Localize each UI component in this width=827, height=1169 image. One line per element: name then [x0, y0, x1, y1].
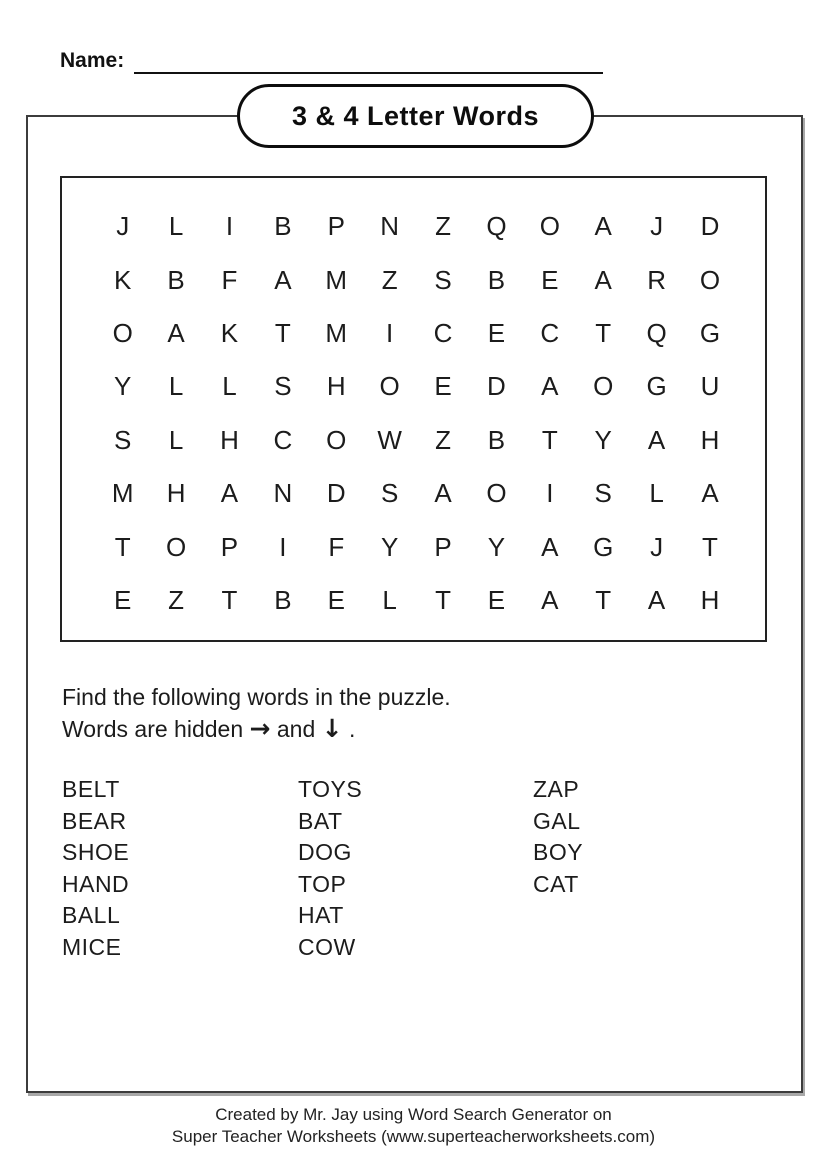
grid-letter-r1c3: I	[225, 211, 234, 242]
grid-letter-r5c4: C	[273, 424, 293, 455]
down-arrow-icon: ↓	[321, 714, 343, 743]
grid-letter-r1c10: A	[594, 211, 612, 242]
grid-letter-r8c6: L	[382, 584, 397, 615]
instructions-line-2-period: .	[348, 716, 356, 742]
grid-letter-r2c4: A	[274, 264, 292, 295]
grid-letter-r7c3: P	[220, 531, 239, 562]
word-item: BALL	[62, 902, 121, 928]
grid-letter-r2c11: R	[647, 264, 666, 295]
grid-letter-r8c3: T	[221, 584, 238, 615]
word-item: TOYS	[298, 776, 363, 802]
word-item: HAND	[62, 870, 130, 897]
grid-letter-r2c12: O	[699, 264, 721, 295]
grid-letter-r8c8: E	[487, 584, 506, 615]
word-item: SHOE	[62, 839, 130, 865]
grid-letter-r2c2: B	[167, 264, 185, 295]
footer-line-1: Created by Mr. Jay using Word Search Generator on	[215, 1105, 612, 1124]
grid-letter-r8c5: E	[327, 584, 345, 615]
grid-letter-r3c1: O	[112, 317, 133, 348]
word-item: DOG	[298, 839, 352, 865]
grid-letter-r3c12: G	[699, 317, 721, 348]
grid-letter-r2c7: S	[434, 264, 452, 295]
grid-letter-r5c6: W	[377, 424, 402, 455]
grid-letter-r4c2: L	[168, 371, 184, 402]
word-item: CAT	[533, 870, 579, 897]
grid-letter-r3c4: T	[274, 317, 291, 348]
grid-letter-r5c2: L	[168, 424, 184, 455]
grid-letter-r4c6: O	[379, 371, 400, 402]
grid-letter-r5c7: Z	[435, 424, 451, 455]
grid-letter-r4c5: H	[326, 371, 346, 402]
word-list	[62, 774, 583, 963]
instructions-line-2-prefix: Words are hidden	[62, 716, 244, 742]
grid-letter-r6c2: H	[166, 478, 186, 509]
grid-letter-r7c5: F	[328, 531, 345, 562]
word-item: GAL	[533, 807, 581, 834]
instructions-line-2	[62, 713, 451, 745]
grid-letter-r5c3: H	[220, 424, 239, 455]
grid-letter-r6c11: L	[649, 478, 664, 509]
grid-letter-r2c9: E	[541, 264, 559, 295]
name-blank-line	[134, 46, 603, 74]
word-list-column-1	[62, 774, 298, 963]
grid-letter-r3c10: T	[595, 317, 612, 348]
word-item: BAT	[298, 807, 343, 834]
grid-letter-r4c8: D	[487, 371, 506, 402]
grid-letter-r7c4: I	[279, 531, 287, 562]
grid-letter-r6c12: A	[701, 478, 719, 509]
grid-letter-r5c5: O	[326, 424, 347, 455]
grid-letter-r8c9: A	[541, 584, 559, 615]
grid-letter-r6c4: N	[273, 478, 293, 509]
grid-letter-r7c12: T	[702, 531, 718, 562]
grid-letter-r6c1: M	[111, 478, 134, 509]
grid-letter-r8c12: H	[700, 584, 720, 615]
grid-letter-r1c7: Z	[435, 211, 451, 242]
grid-letter-r5c12: H	[700, 424, 720, 455]
grid-letter-r8c11: A	[647, 584, 666, 615]
grid-letter-r8c10: T	[595, 584, 612, 615]
grid-letter-r3c9: C	[540, 317, 560, 348]
grid-letter-r6c9: I	[546, 478, 554, 509]
page-title: 3 & 4 Letter Words	[291, 100, 540, 131]
name-label: Name:	[60, 49, 125, 72]
grid-letter-r4c10: O	[593, 371, 614, 402]
word-item: BOY	[533, 839, 584, 865]
grid-letter-r1c2: L	[168, 211, 184, 242]
grid-letter-r7c10: G	[593, 531, 614, 562]
grid-letter-r6c8: O	[486, 478, 507, 509]
instructions-line-1: Find the following words in the puzzle.	[62, 684, 451, 710]
grid-letter-r4c7: E	[434, 371, 452, 402]
grid-letter-r5c9: T	[541, 424, 558, 455]
grid-letter-r3c3: K	[220, 317, 239, 348]
grid-letter-r2c5: M	[325, 264, 348, 295]
word-item: BELT	[62, 776, 120, 802]
grid-letter-r2c3: F	[221, 264, 238, 295]
grid-letter-r1c4: B	[274, 211, 292, 242]
worksheet-frame	[26, 115, 803, 1093]
grid-letter-r4c3: L	[222, 371, 237, 402]
grid-letter-r6c5: D	[326, 478, 346, 509]
grid-letter-r5c11: A	[647, 424, 666, 455]
word-item: ZAP	[533, 776, 580, 802]
instructions	[62, 681, 451, 745]
grid-letter-r2c10: A	[594, 264, 612, 295]
word-item: BEAR	[62, 807, 127, 834]
grid-letter-r3c11: Q	[646, 317, 667, 348]
grid-letter-r1c9: O	[539, 211, 560, 242]
grid-letter-r1c5: P	[327, 211, 345, 242]
grid-letter-r7c6: Y	[380, 531, 399, 562]
grid-letter-r7c11: J	[650, 531, 664, 562]
grid-letter-r3c7: C	[433, 317, 453, 348]
grid-letter-r6c6: S	[380, 478, 399, 509]
grid-letter-r2c8: B	[487, 264, 506, 295]
name-row	[60, 42, 603, 74]
grid-letter-r8c1: E	[114, 584, 132, 615]
word-list-column-2	[298, 774, 533, 963]
grid-letter-r1c12: D	[700, 211, 720, 242]
grid-letter-r5c10: Y	[594, 424, 612, 455]
puzzle-grid-box	[60, 176, 767, 642]
grid-letter-r8c2: Z	[168, 584, 185, 615]
instructions-line-2-and: and	[276, 716, 316, 742]
grid-letter-r7c7: P	[434, 531, 452, 562]
grid-letter-r7c9: A	[541, 531, 559, 562]
right-arrow-icon: →	[249, 714, 271, 743]
grid-letter-r5c1: S	[114, 424, 132, 455]
grid-letter-r8c4: B	[274, 584, 292, 615]
grid-letter-r8c7: T	[435, 584, 451, 615]
word-item: COW	[298, 933, 356, 960]
word-list-column-3	[533, 774, 583, 963]
grid-letter-r6c3: A	[220, 478, 239, 509]
footer	[0, 1104, 827, 1148]
grid-letter-r1c6: N	[380, 211, 400, 242]
puzzle-letter-grid	[96, 200, 737, 627]
grid-letter-r4c4: S	[274, 371, 292, 402]
grid-letter-r3c6: I	[386, 317, 394, 348]
grid-letter-r3c5: M	[325, 317, 348, 348]
word-item: HAT	[298, 902, 344, 928]
word-item: MICE	[62, 933, 122, 960]
grid-letter-r7c1: T	[114, 531, 131, 562]
grid-letter-r6c7: A	[434, 478, 452, 509]
word-item: TOP	[298, 870, 347, 897]
grid-letter-r1c1: J	[116, 211, 130, 242]
footer-line-2: Super Teacher Worksheets (www.superteacherworksheets.com)	[171, 1127, 656, 1146]
grid-letter-r2c6: Z	[381, 264, 398, 295]
grid-letter-r4c11: G	[646, 371, 667, 402]
title-pill	[237, 84, 594, 148]
grid-letter-r3c8: E	[487, 317, 506, 348]
grid-letter-r1c11: J	[650, 211, 664, 242]
grid-letter-r6c10: S	[594, 478, 612, 509]
grid-letter-r7c8: Y	[487, 531, 506, 562]
grid-letter-r4c12: U	[700, 371, 720, 402]
grid-letter-r5c8: B	[487, 424, 506, 455]
grid-letter-r1c8: Q	[486, 211, 507, 242]
grid-letter-r4c1: Y	[114, 371, 132, 402]
grid-letter-r7c2: O	[165, 531, 187, 562]
grid-letter-r4c9: A	[541, 371, 559, 402]
grid-letter-r3c2: A	[167, 317, 185, 348]
grid-letter-r2c1: K	[114, 264, 132, 295]
